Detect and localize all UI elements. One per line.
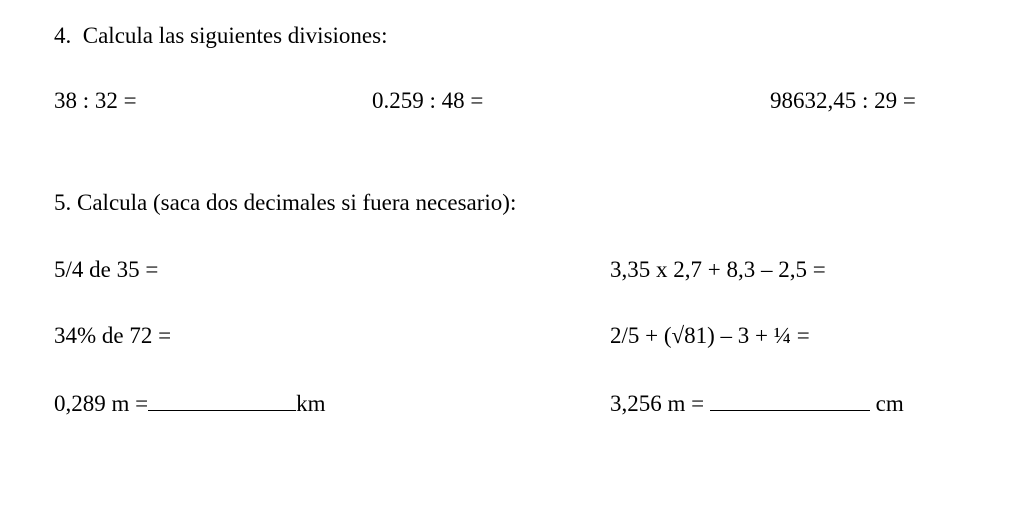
division-problem-3: 98632,45 : 29 = — [770, 88, 916, 113]
division-problem-1: 38 : 32 = — [54, 88, 137, 113]
conversion-2-prefix: 3,256 m = — [610, 391, 710, 416]
conversion-problem-1 — [54, 392, 326, 415]
conversion-1-prefix: 0,289 m = — [54, 391, 149, 416]
percentage-problem: 34% de 72 = — [54, 323, 172, 348]
section-5-heading: 5. Calcula (saca dos decimales si fuera necesario): — [54, 190, 517, 215]
answer-blank-1[interactable] — [148, 392, 296, 411]
operations-problem-1: 3,35 x 2,7 + 8,3 – 2,5 = — [610, 257, 826, 282]
division-problem-2: 0.259 : 48 = — [372, 88, 484, 113]
conversion-2-unit: cm — [869, 391, 904, 416]
operations-problem-2: 2/5 + (√81) – 3 + ¼ = — [610, 323, 810, 348]
fraction-of-problem: 5/4 de 35 = — [54, 257, 159, 282]
answer-blank-2[interactable] — [710, 392, 870, 411]
conversion-1-unit: km — [296, 391, 326, 416]
section-4-heading: 4. Calcula las siguientes divisiones: — [54, 23, 388, 48]
conversion-problem-2 — [610, 392, 904, 415]
